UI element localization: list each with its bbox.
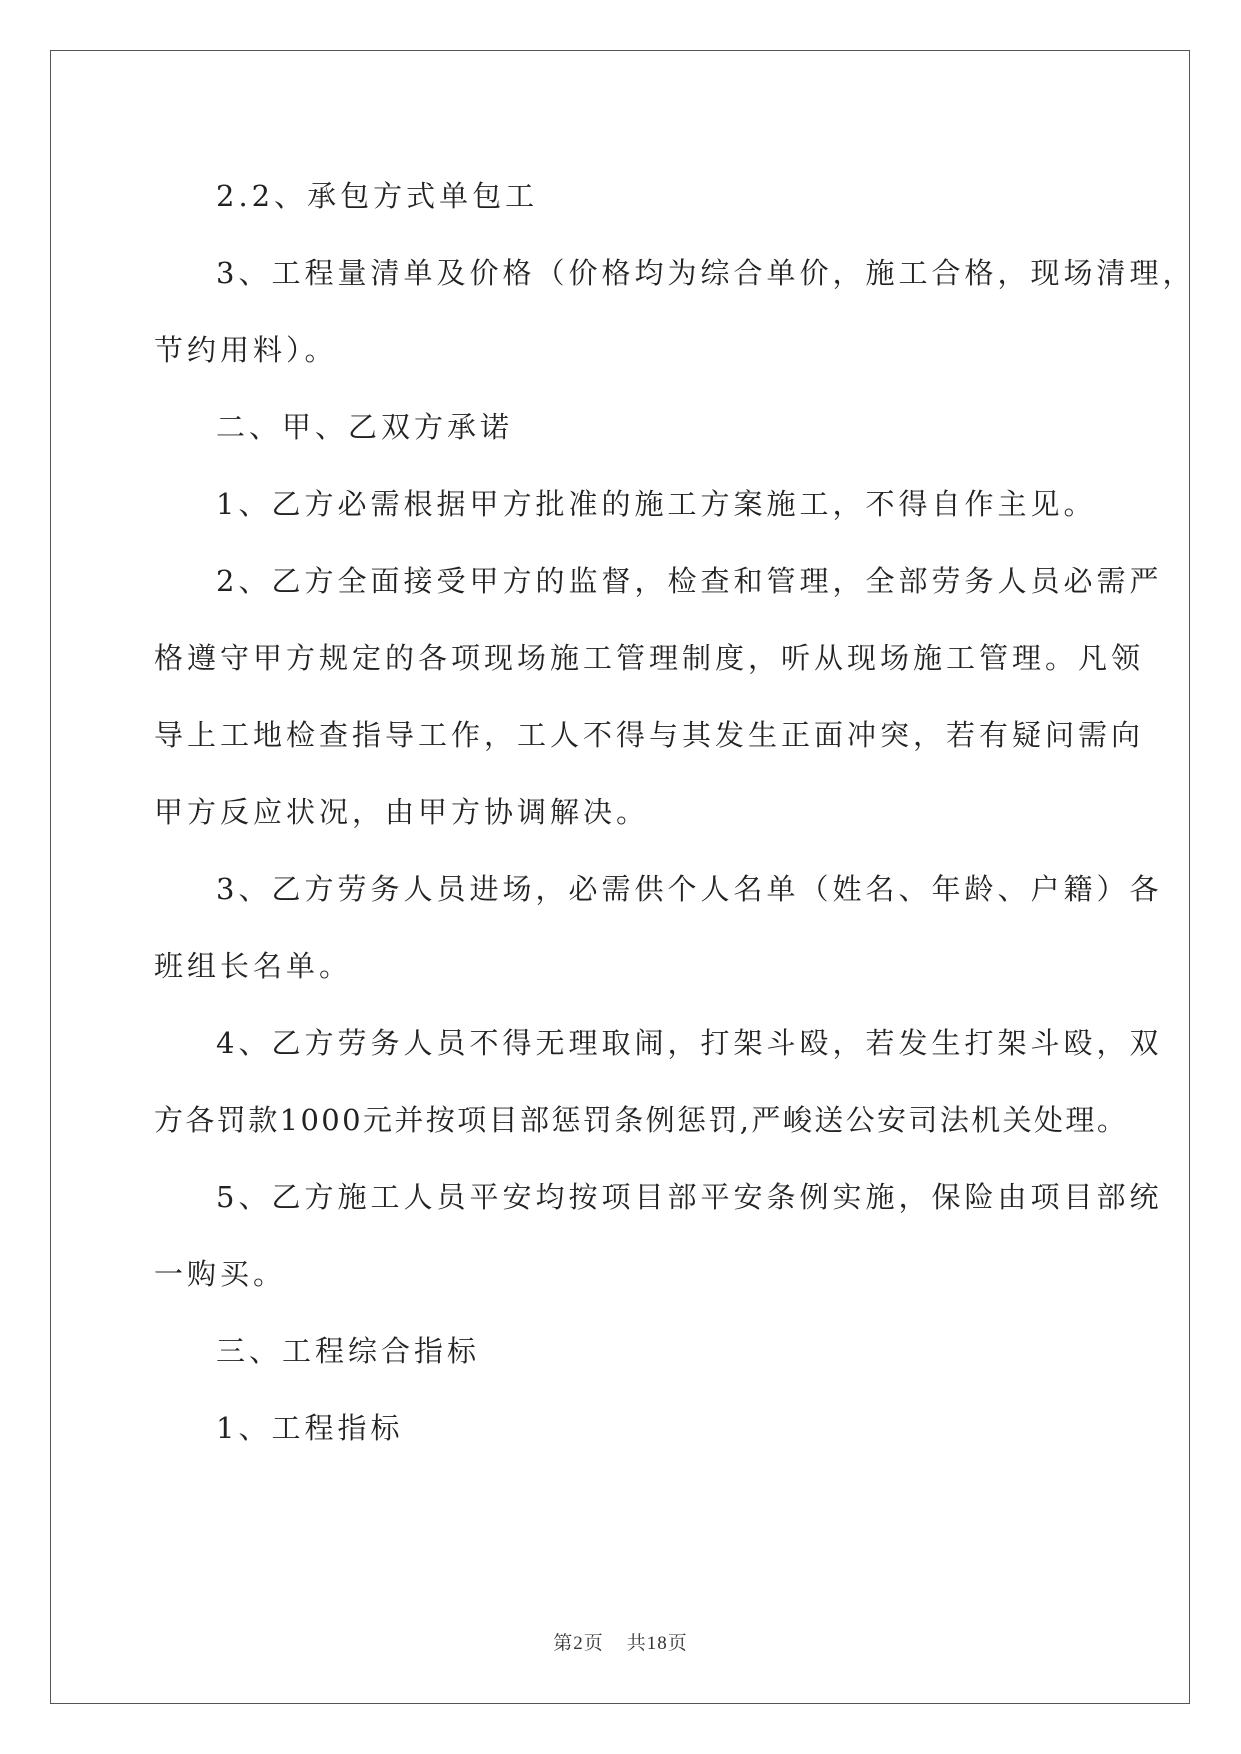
paragraph-line: 3、乙方劳务人员进场，必需供个人名单（姓名、年龄、户籍）各	[216, 872, 1163, 906]
section-heading: 三、工程综合指标	[216, 1334, 481, 1368]
paragraph-line: 4、乙方劳务人员不得无理取闹，打架斗殴，若发生打架斗殴，双	[216, 1026, 1163, 1060]
paragraph-line: 格遵守甲方规定的各项现场施工管理制度，听从现场施工管理。凡领	[154, 641, 1145, 675]
paragraph-line: 3、工程量清单及价格（价格均为综合单价，施工合格，现场清理，	[216, 256, 1196, 290]
paragraph-line: 2.2、承包方式单包工	[216, 179, 539, 213]
paragraph-line: 方各罚款1000元并按项目部惩罚条例惩罚,严峻送公安司法机关处理。	[154, 1103, 1129, 1137]
paragraph-line: 班组长名单。	[154, 949, 353, 983]
paragraph-line: 5、乙方施工人员平安均按项目部平安条例实施，保险由项目部统	[216, 1180, 1163, 1214]
paragraph-line: 导上工地检查指导工作，工人不得与其发生正面冲突，若有疑问需向	[154, 718, 1145, 752]
section-heading: 二、甲、乙双方承诺	[216, 410, 514, 444]
paragraph-line: 甲方反应状况，由甲方协调解决。	[154, 795, 650, 829]
paragraph-line: 一购买。	[154, 1257, 287, 1291]
paragraph-line: 2、乙方全面接受甲方的监督，检查和管理，全部劳务人员必需严	[216, 564, 1163, 598]
paragraph-line: 1、乙方必需根据甲方批准的施工方案施工，不得自作主见。	[216, 487, 1097, 521]
document-body	[154, 158, 1196, 1467]
paragraph-line: 节约用料）。	[154, 333, 338, 367]
page-number-footer: 第2页 共18页	[553, 1633, 688, 1654]
paragraph-line: 1、工程指标	[216, 1411, 404, 1445]
